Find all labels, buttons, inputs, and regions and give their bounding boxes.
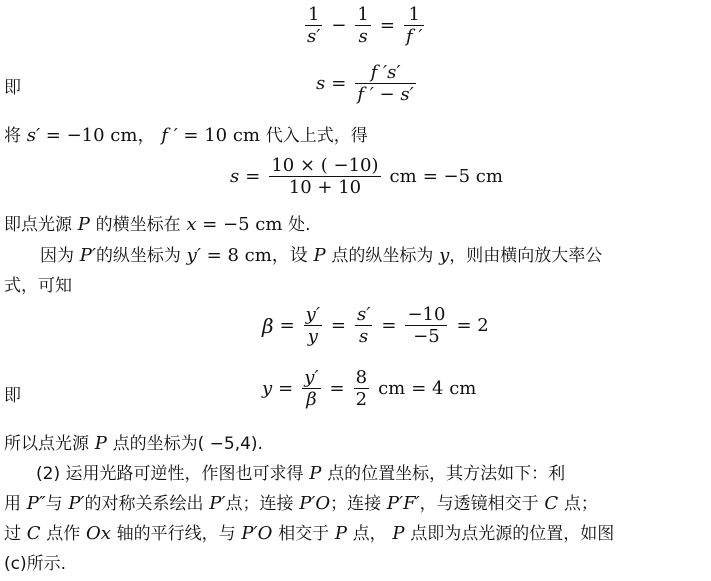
numerator: 10 × ( −10) xyxy=(271,155,379,176)
equals-sign: = xyxy=(245,166,261,187)
unit-cm: cm xyxy=(378,378,406,399)
denominator: 10 + 10 xyxy=(288,177,362,198)
fraction-1-over-s-prime xyxy=(305,4,322,47)
numerator: 1 xyxy=(307,4,320,25)
label-ji-2: 即 xyxy=(4,386,21,406)
numerator: 1 xyxy=(408,4,420,25)
y-symbol: y xyxy=(262,378,273,399)
fraction-fs-over-f-minus-s xyxy=(355,62,415,105)
denominator: s xyxy=(358,26,368,47)
fraction-1-over-f-prime xyxy=(404,4,424,47)
s-symbol: s xyxy=(316,73,326,94)
s-equation xyxy=(316,62,419,105)
fraction-1-over-s xyxy=(355,4,370,47)
abscissa-line: 即点光源 P 的横坐标在 x = −5 cm 处. xyxy=(4,214,311,235)
denominator: s′ xyxy=(307,26,321,47)
result: = −5 cm xyxy=(422,166,503,187)
denominator: f ′ − s′ xyxy=(357,84,414,105)
fraction-s-prime-over-s: $\frac{s'}{s}$ xyxy=(357,304,371,347)
substitution-line: 将 s′ = −10 cm， f ′ = 10 cm 代入上式，得 xyxy=(4,125,368,146)
magnification-paragraph-line-2: 式，可知 xyxy=(4,276,72,296)
denominator: f ′ xyxy=(405,26,423,47)
numerator: f ′s′ xyxy=(370,62,401,83)
result: = 2 xyxy=(456,315,489,336)
fraction-y-prime-over-beta: $\frac{y'}{\beta}$ xyxy=(304,367,319,410)
coordinates-line: 所以点光源 P 点的坐标为( −5,4). xyxy=(4,433,263,454)
method-paragraph-line-4: (c)所示. xyxy=(4,554,67,574)
result: = 4 cm xyxy=(411,378,477,399)
beta-symbol: β xyxy=(262,313,274,338)
y-equation: y = $\frac{y'}{\beta}$ = $\frac{8}{2}$ cm = 4 cm xyxy=(262,367,477,410)
equals-sign: = xyxy=(379,15,395,36)
method-paragraph-line-3: 过 C 点作 Ox 轴的平行线，与 P′O 相交于 P 点， P 点即为点光源的位置，如图 xyxy=(4,523,615,544)
beta-equation: β = $\frac{y'}{y}$ = $\frac{s'}{s}$ = $\frac{-10}{-5}$ = 2 xyxy=(262,304,489,347)
label-ji-1: 即 xyxy=(4,78,21,98)
method-paragraph-line-2: 用 P″与 P′的对称关系绘出 P′点；连接 P′O；连接 P′F′，与透镜相交于 C 点； xyxy=(4,493,598,514)
fraction-numeric xyxy=(269,155,380,198)
fraction-numeric: $\frac{-10}{-5}$ xyxy=(407,304,446,347)
method-paragraph-line-1: (2) 运用光路可逆性，作图也可求得 P 点的位置坐标，其方法如下：利 xyxy=(36,463,566,484)
minus-sign: − xyxy=(331,15,347,36)
unit-cm: cm xyxy=(389,166,417,187)
numerator: 1 xyxy=(357,4,369,25)
s-symbol: s xyxy=(230,166,240,187)
fraction-y-prime-over-y: $\frac{y'}{y}$ xyxy=(305,304,320,347)
lens-equation xyxy=(302,4,427,47)
s-value-equation xyxy=(230,155,509,198)
magnification-paragraph-line-1: 因为 P′的纵坐标为 y′ = 8 cm，设 P 点的纵坐标为 y，则由横向放大率公 xyxy=(40,245,603,266)
equals-sign: = xyxy=(331,73,347,94)
fraction-8-over-2: $\frac{8}{2}$ xyxy=(355,367,368,410)
